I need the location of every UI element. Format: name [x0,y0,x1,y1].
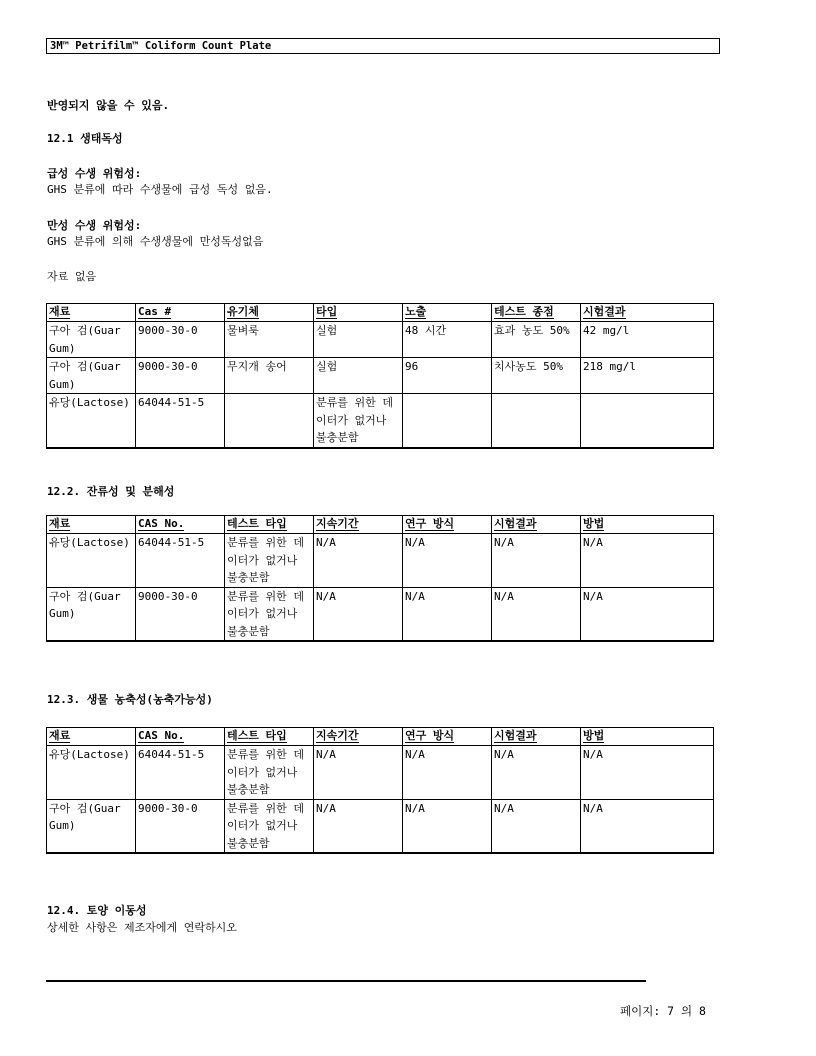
column-header-label: 노출 [405,305,427,318]
table-cell: 9000-30-0 [136,322,225,358]
column-header-label: 방법 [583,729,605,742]
table-cell: N/A [403,746,492,800]
column-header [492,728,581,746]
column-header [581,516,714,534]
column-header [225,728,314,746]
column-header [581,728,714,746]
table-cell: 구아 검(Guar Gum) [47,322,136,358]
table-cell: 효과 농도 50% [492,322,581,358]
table-cell: N/A [314,746,403,800]
column-header [492,516,581,534]
table-cell: N/A [492,534,581,588]
table-cell [581,394,714,448]
table-cell: 9000-30-0 [136,799,225,853]
column-header [47,516,136,534]
table-cell: N/A [492,587,581,641]
table-cell: 실험 [314,358,403,394]
table-cell: 구아 검(Guar Gum) [47,799,136,853]
column-header-label: 재료 [49,729,71,742]
column-header [136,728,225,746]
column-header-label: 방법 [583,517,605,530]
chronic-aquatic-text: GHS 분류에 의해 수생생물에 만성독성없음 [47,235,264,248]
section-12-3-heading: 12.3. 생물 농축성(농축가능성) [47,693,213,706]
table-cell: 분류를 위한 데이터가 없거나 불충분함 [225,746,314,800]
table-cell [225,394,314,448]
table-cell: N/A [581,587,714,641]
table-cell: 분류를 위한 데이터가 없거나 불충분함 [225,587,314,641]
table-cell: 유당(Lactose) [47,394,136,448]
column-header-label: 시험결과 [583,305,626,318]
table-cell: 42 mg/l [581,322,714,358]
table-cell: 9000-30-0 [136,358,225,394]
table-cell: 64044-51-5 [136,394,225,448]
table-cell: N/A [314,799,403,853]
table-cell: 48 시간 [403,322,492,358]
table-cell: N/A [314,587,403,641]
table-cell: N/A [581,799,714,853]
table-cell: 유당(Lactose) [47,534,136,588]
table-cell [492,394,581,448]
document-header [46,38,720,54]
column-header [581,304,714,322]
product-title: 3M™ Petrifilm™ Coliform Count Plate [50,40,272,52]
table-cell: 구아 검(Guar Gum) [47,358,136,394]
table-cell: 치사농도 50% [492,358,581,394]
column-header [136,304,225,322]
acute-aquatic-text: GHS 분류에 따라 수생물에 급성 독성 없음. [47,183,273,196]
table-cell: 분류를 위한 데이터가 없거나 불충분함 [225,534,314,588]
no-data-note: 자료 없음 [47,270,97,283]
column-header-label: 연구 방식 [405,729,455,742]
column-header-label: 테스트 타입 [227,517,287,530]
column-header-label: Cas # [138,305,172,318]
section-12-4-heading: 12.4. 토양 이동성 [47,904,147,917]
soil-mobility-text: 상세한 사항은 제조자에게 연락하시오 [47,921,237,934]
column-header-label: CAS No. [138,517,185,530]
column-header-label: 재료 [49,305,71,318]
table-cell: N/A [492,799,581,853]
table-row [47,746,714,800]
table-row [47,799,714,853]
column-header [314,516,403,534]
column-header [47,728,136,746]
column-header-label: 재료 [49,517,71,530]
table-cell: 물벼룩 [225,322,314,358]
column-header [403,516,492,534]
footer-rule [46,980,646,982]
section-12-2-heading: 12.2. 잔류성 및 분해성 [47,485,175,498]
table-cell: N/A [403,587,492,641]
section-12-1-heading: 12.1 생태독성 [47,132,123,145]
column-header [314,728,403,746]
table-row [47,322,714,358]
table-cell: 실험 [314,322,403,358]
column-header [403,304,492,322]
table-cell: N/A [581,534,714,588]
column-header [492,304,581,322]
column-header [47,304,136,322]
column-header-label: 테스트 타입 [227,729,287,742]
table-cell: 64044-51-5 [136,534,225,588]
table-header-row [47,304,714,322]
bioaccumulation-table [46,727,714,854]
column-header-label: CAS No. [138,729,185,742]
column-header-label: 테스트 종점 [494,305,554,318]
persistence-table [46,515,714,642]
acute-aquatic-heading: 급성 수생 위험성: [47,167,142,180]
table-cell: N/A [581,746,714,800]
page-number: 페이지: 7 의 8 [620,1004,706,1018]
table-cell: 64044-51-5 [136,746,225,800]
table-cell: N/A [403,534,492,588]
column-header [225,304,314,322]
intro-line: 반영되지 않을 수 있음. [47,99,170,112]
table-row [47,587,714,641]
table-row [47,534,714,588]
column-header-label: 지속기간 [316,729,359,742]
column-header-label: 지속기간 [316,517,359,530]
table-cell: 218 mg/l [581,358,714,394]
table-cell: 96 [403,358,492,394]
table-cell: 구아 검(Guar Gum) [47,587,136,641]
table-cell: N/A [314,534,403,588]
table-row [47,394,714,448]
chronic-aquatic-heading: 만성 수생 위험성: [47,219,142,232]
column-header-label: 유기체 [227,305,259,318]
table-cell: 분류를 위한 데이터가 없거나 불충분함 [314,394,403,448]
column-header [314,304,403,322]
column-header-label: 시험결과 [494,729,537,742]
column-header [136,516,225,534]
column-header [225,516,314,534]
column-header [403,728,492,746]
column-header-label: 타입 [316,305,338,318]
table-row [47,358,714,394]
table-cell: 무지개 송어 [225,358,314,394]
table-cell: 유당(Lactose) [47,746,136,800]
table-cell: N/A [403,799,492,853]
column-header-label: 시험결과 [494,517,537,530]
table-header-row [47,728,714,746]
table-header-row [47,516,714,534]
table-cell: N/A [492,746,581,800]
table-cell: 9000-30-0 [136,587,225,641]
column-header-label: 연구 방식 [405,517,455,530]
ecotoxicity-table [46,303,714,449]
table-cell: 분류를 위한 데이터가 없거나 불충분함 [225,799,314,853]
table-cell [403,394,492,448]
